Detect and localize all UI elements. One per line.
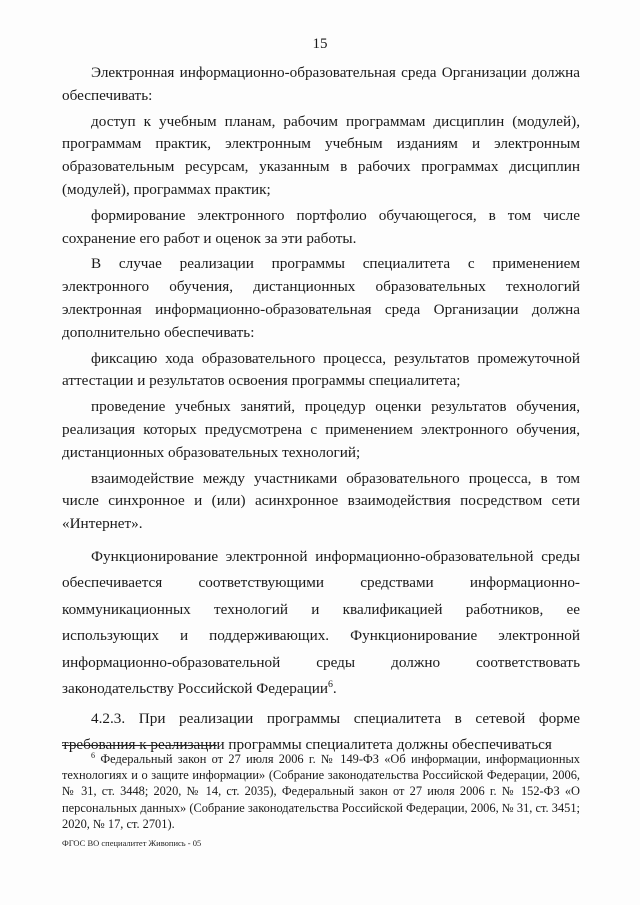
paragraph-4: В случае реализации программы специалитета с применением электронного обучения, дистанционных образовательных технологий электронная информационно-образовательная среда Организации должна дополнительно обеспечивать: [62,255,580,341]
page-number: 15 [312,36,328,52]
footnote-reference[interactable]: 6 [327,679,333,691]
paragraph-8-end: . [332,680,337,698]
paragraph-2: доступ к учебным планам, рабочим программам дисциплин (модулей), программам практик, электронным учебным изданиям и электронным образовательным ресурсам, указанным в рабочих программах дисциплин (модулей), программах практик; [62,112,580,198]
paragraph-6: проведение учебных занятий, процедур оценки результатов обучения, реализация которых предусмотрена с применением электронного обучения, дистанционных образовательных технологий; [62,398,580,461]
footnote-separator [62,745,217,746]
paragraph-3: формирование электронного портфолио обучающегося, в том числе сохранение его работ и оценок за эти работы. [62,206,580,247]
paragraph-7: взаимодействие между участниками образовательного процесса, в том числе синхронное и (или) асинхронное взаимодействия посредством сети «Интернет». [62,469,580,533]
footnote-marker: 6 [91,750,96,760]
page-footer: ФГОС ВО специалитет Живопись - 05 [62,838,202,848]
paragraph-1: Электронная информационно-образовательная среда Организации должна обеспечивать: [62,64,580,104]
footnote [62,751,580,832]
body-text [62,62,580,759]
paragraph-8-text: Функционирование электронной информационно-образовательной среды обеспечивается соответствующими средствами информационно-коммуникационных технологий и квалификацией работников, ее использующих и поддерживающих. Функционирование электронной информационно-образовательной среды должно соответствовать законодательству Российской Федерации [62,547,580,698]
paragraph-5: фиксацию хода образовательного процесса, результатов промежуточной аттестации и результатов освоения программы специалитета; [62,349,580,390]
paragraph-8 [62,544,580,703]
footnote-text: Федеральный закон от 27 июля 2006 г. № 149-ФЗ «Об информации, информационных технологиях и о защите информации» (Собрание законодательства Российской Федерации, 2006, № 31, ст. 3448; 2020, № 14, ст. 2035), Федеральный закон от 27 июля 2006 г. № 152-ФЗ «О персональных данных» (Собрание законодательства Российской Федерации, 2006, № 31, ст. 3451; 2020, № 17, ст. 2701). [62,752,580,831]
paragraph-9: 4.2.3. При реализации программы специалитета в сетевой форме требования к реализации программы специалитета должны обеспечиваться [62,709,580,754]
